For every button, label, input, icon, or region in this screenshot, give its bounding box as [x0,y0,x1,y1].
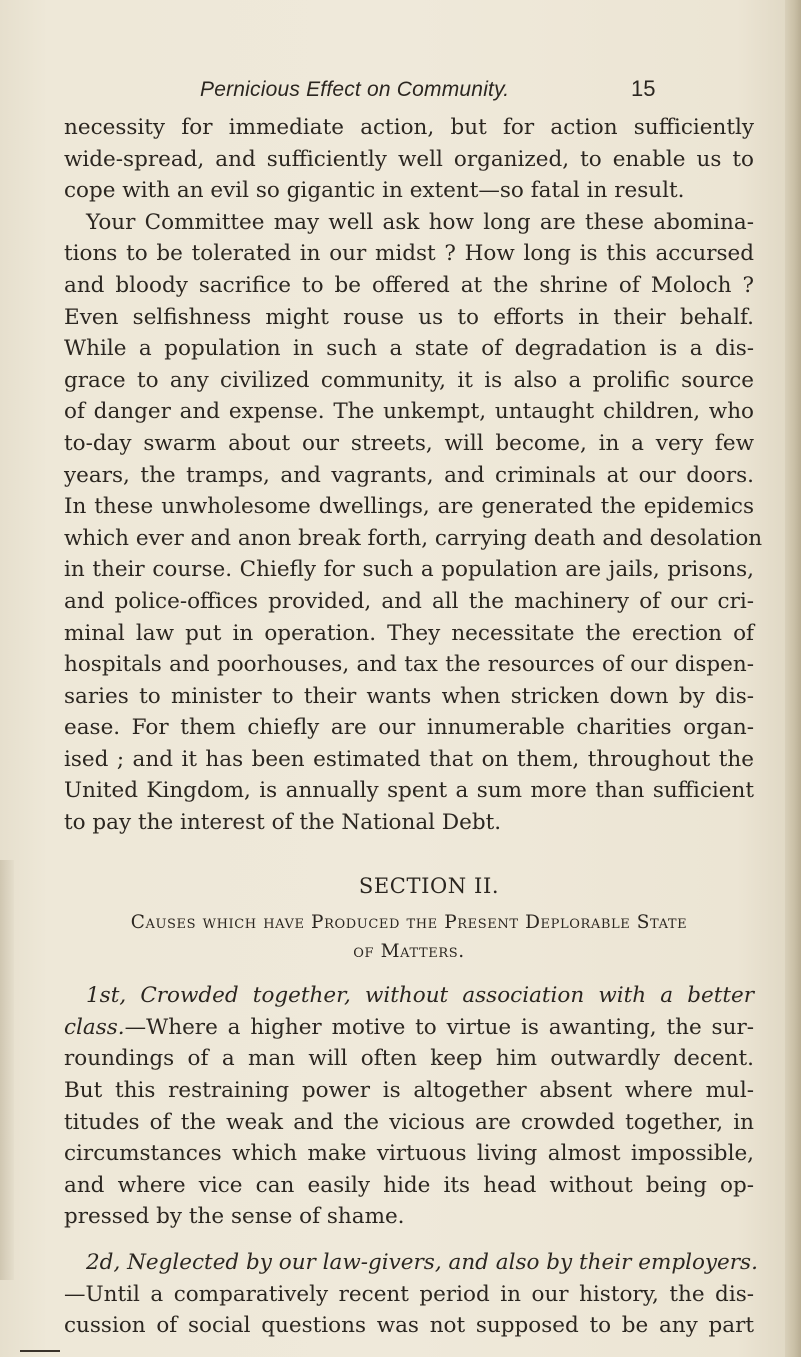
text-line: Even selfishness might rouse us to efforts in their behalf. [64,304,754,330]
text-line: minal law put in operation. They necessitate the erection of [64,620,754,646]
page-number: 15 [631,76,656,101]
text-line: —Where a higher motive to virtue is awanting, the sur- [124,1014,754,1040]
text-line: But this restraining power is altogether absent where mul- [64,1078,754,1104]
page-bottom-mark [20,1350,60,1352]
text-line: cope with an evil so gigantic in extent—so fatal in result. [64,178,685,204]
text-line: to-day swarm about our streets, will become, in a very few [64,430,754,456]
text-line: necessity for immediate action, but for action sufficiently [64,115,754,140]
text-line: wide-spread, and sufficiently well organized, to enable us to [64,146,754,172]
text-line: which ever and anon break forth, carrying death and desolation [64,525,763,551]
text-line: and police-offices provided, and all the machinery of our cri- [64,588,754,614]
running-title: Pernicious Effect on Community. [200,78,510,101]
body-text [64,112,763,1342]
text-line: ease. For them chiefly are our innumerable charities organ- [64,715,754,741]
text-line: ised ; and it has been estimated that on them, throughout the [64,746,754,772]
text-line: circumstances which make virtuous living almost impossible, [64,1141,754,1167]
text-line: titudes of the weak and the vicious are crowded together, in [64,1109,754,1135]
page-header [0,74,801,110]
text-line [64,1012,754,1044]
text-line: pressed by the sense of shame. [64,1204,405,1230]
page-right-edge [785,0,801,1357]
text-line: grace to any civilized community, it is also a prolific source [64,367,754,393]
text-line: and bloody sacrifice to be offered at the shrine of Moloch ? [64,272,754,298]
text-line: of danger and expense. The unkempt, untaught children, who [64,399,754,425]
page-left-edge [0,860,14,1280]
text-line: saries to minister to their wants when stricken down by dis- [64,683,754,709]
text-line: in their course. Chiefly for such a population are jails, prisons, [64,557,754,583]
text-line: cussion of social questions was not supposed to be any part [64,1313,754,1339]
section-subtitle: Causes which have Produced the Present Deplorable State [130,912,688,934]
text-line: Your Committee may well ask how long are these abomina- [86,209,754,235]
text-line: and where vice can easily hide its head without being op- [64,1172,754,1198]
text-line: In these unwholesome dwellings, are generated the epidemics [64,494,754,520]
paragraph-lead: 1st, Crowded together, without association with a better [86,983,754,1009]
section-subtitle: of Matters. [353,941,465,963]
text-line: hospitals and poorhouses, and tax the resources of our dispen- [64,652,754,678]
paragraph-lead: class. [64,1014,125,1040]
text-line: to pay the interest of the National Debt. [64,810,502,836]
section-heading: SECTION II. [358,873,500,898]
text-line: years, the tramps, and vagrants, and criminals at our doors. [64,462,754,488]
text-line: —Until a comparatively recent period in our history, the dis- [64,1281,754,1307]
text-line: United Kingdom, is annually spent a sum more than sufficient [64,778,754,804]
text-line: While a population in such a state of degradation is a dis- [64,336,754,362]
paragraph-lead: 2d, Neglected by our law-givers, and also by their employers. [86,1250,758,1275]
text-line: tions to be tolerated in our midst ? How long is this accursed [64,241,754,267]
text-line: roundings of a man will often keep him outwardly decent. [64,1046,754,1072]
